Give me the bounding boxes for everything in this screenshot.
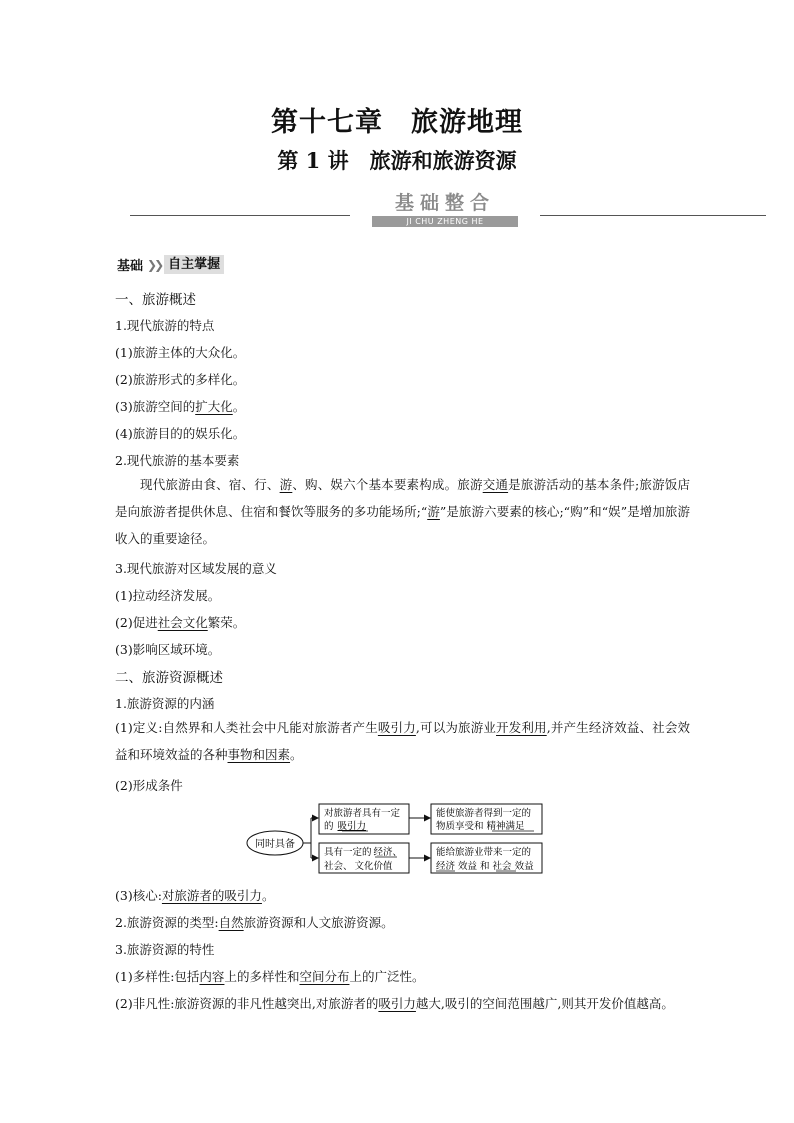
text: 繁荣。 bbox=[207, 615, 246, 630]
subheading: 2.现代旅游的基本要素 bbox=[115, 453, 240, 468]
subheading: 3.旅游资源的特性 bbox=[115, 942, 215, 957]
double-chevron-icon: ❯❯ bbox=[147, 257, 162, 272]
answer-blank: 游 bbox=[279, 477, 293, 492]
section-heading: 二、旅游资源概述 bbox=[115, 670, 223, 686]
chapter-title: 第十七章 旅游地理 bbox=[271, 107, 523, 138]
list-item: (2)旅游形式的多样化。 bbox=[115, 372, 246, 387]
answer-blank: 空间分布 bbox=[299, 969, 350, 984]
section-tag bbox=[117, 255, 224, 274]
diagram-box-text: 能给旅游业带来一定的 bbox=[436, 847, 532, 858]
list-item bbox=[115, 967, 424, 985]
diagram-box-text: 对旅游者具有一定 bbox=[324, 808, 401, 819]
answer-blank: 扩大化 bbox=[195, 399, 233, 414]
text: 上的多样性和 bbox=[224, 969, 300, 984]
subheading: 1.现代旅游的特点 bbox=[115, 318, 215, 333]
text: 越大,吸引的空间范围越广,则其开发价值越高。 bbox=[415, 996, 674, 1011]
text: (2)促进 bbox=[115, 615, 158, 630]
diagram-box-text: 的 吸引力 bbox=[324, 821, 367, 832]
answer-blank: 对旅游者的吸引力 bbox=[161, 888, 262, 903]
list-item bbox=[115, 994, 674, 1012]
diagram-box-text: 能使旅游者得到一定的 bbox=[436, 808, 532, 819]
list-item: (1)旅游主体的大众化。 bbox=[115, 345, 246, 360]
text: 。 bbox=[232, 399, 246, 414]
subheading: 1.旅游资源的内涵 bbox=[115, 696, 215, 711]
text: ”是旅游六要素的核心;“购”和“娱”是增加旅游收入的重要途径。 bbox=[115, 504, 690, 546]
text: ,可以为旅游业 bbox=[415, 720, 497, 735]
conditions-diagram bbox=[240, 800, 550, 880]
text: (3)核心: bbox=[115, 888, 162, 903]
lesson-title: 第 1 讲 旅游和旅游资源 bbox=[277, 148, 517, 173]
subheading: (2)形成条件 bbox=[115, 778, 183, 793]
text: (1)定义:自然界和人类社会中凡能对旅游者产生 bbox=[115, 720, 378, 735]
list-item bbox=[115, 886, 274, 904]
section-banner bbox=[350, 191, 540, 231]
diagram-box-text: 社会、 文化价值 bbox=[324, 861, 393, 872]
answer-blank: 社会文化 bbox=[157, 615, 208, 630]
text: 现代旅游由食、宿、行、 bbox=[140, 477, 280, 492]
text: 上的广泛性。 bbox=[349, 969, 425, 984]
text: 旅游资源和人文旅游资源。 bbox=[243, 915, 394, 930]
diagram-center-label: 同时具备 bbox=[255, 839, 295, 850]
paragraph bbox=[115, 714, 690, 768]
banner-pinyin: JI CHU ZHENG HE bbox=[372, 216, 518, 227]
rule-left bbox=[130, 215, 350, 216]
answer-blank: 事物和因素 bbox=[227, 747, 291, 762]
list-item: (4)旅游目的的娱乐化。 bbox=[115, 426, 246, 441]
answer-blank: 游 bbox=[427, 504, 440, 519]
list-item: (1)拉动经济发展。 bbox=[115, 588, 221, 603]
answer-blank: 吸引力 bbox=[377, 720, 416, 735]
text: 、购、娱六个基本要素构成。旅游 bbox=[292, 477, 483, 492]
section-heading: 一、旅游概述 bbox=[115, 292, 196, 308]
answer-blank: 开发利用 bbox=[496, 720, 547, 735]
answer-blank: 吸引力 bbox=[378, 996, 416, 1011]
diagram-box-text: 具有一定的 经济、 bbox=[324, 847, 403, 858]
list-item bbox=[115, 613, 245, 631]
text: ,并产生经济效益、社会效益和环境效益的各种 bbox=[115, 720, 690, 762]
answer-blank: 交通 bbox=[482, 477, 509, 492]
text: (2)非凡性:旅游资源的非凡性越突出,对旅游者的 bbox=[115, 996, 379, 1011]
banner-title: 基础整合 bbox=[394, 192, 495, 214]
answer-blank: 自然 bbox=[218, 915, 244, 930]
text: 是旅游活动的基本条件;旅游饭店是向旅游者提供休息、住宿和餐饮等服务的多功能场所;“ bbox=[115, 477, 690, 519]
paragraph bbox=[115, 471, 690, 552]
text: 。 bbox=[290, 747, 303, 762]
subheading: 3.现代旅游对区域发展的意义 bbox=[115, 561, 277, 576]
subheading bbox=[115, 913, 394, 931]
text: 。 bbox=[261, 888, 275, 903]
text: (1)多样性:包括 bbox=[115, 969, 200, 984]
text: (3)旅游空间的 bbox=[115, 399, 196, 414]
diagram-box-text: 物质享受和 精神满足 bbox=[436, 821, 525, 832]
list-item bbox=[115, 397, 245, 415]
list-item: (3)影响区域环境。 bbox=[115, 642, 221, 657]
tag-right: 自主掌握 bbox=[164, 255, 224, 274]
answer-blank: 内容 bbox=[199, 969, 225, 984]
text: 2.旅游资源的类型: bbox=[115, 915, 219, 930]
rule-right bbox=[540, 215, 766, 216]
diagram-box-text: 经济 效益 和 社会 效益 bbox=[436, 861, 534, 872]
tag-left: 基础 bbox=[117, 259, 144, 274]
